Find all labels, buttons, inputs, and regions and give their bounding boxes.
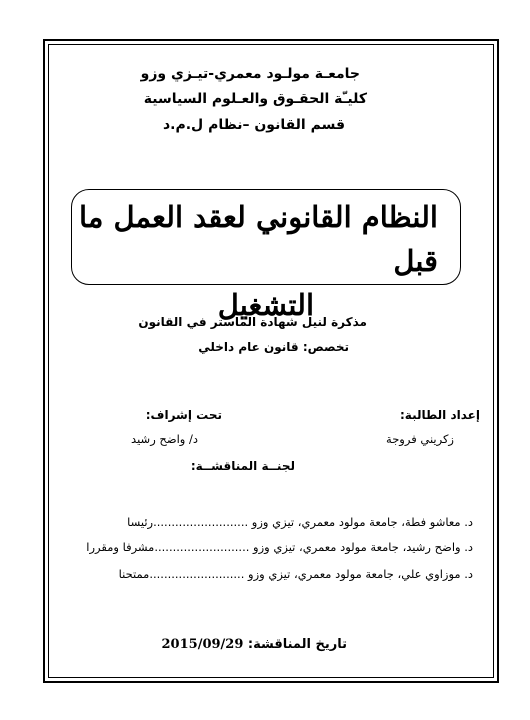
memo-purpose: مذكرة لنيل شهادة الماستر في القانون	[138, 315, 367, 329]
specialty	[198, 340, 349, 354]
page-border-inner	[48, 44, 494, 678]
committee-member: د. موزاوي علي، جامعة مولود معمري، تيزي وزو ..........................ممتحنا	[118, 567, 473, 581]
student-name: زكريني فروجة	[386, 432, 454, 446]
faculty-name: كليـّة الحقـوق والعـلوم السياسية	[143, 91, 367, 107]
defense-date	[162, 637, 347, 652]
prepared-by-label: إعداد الطالبة:	[400, 408, 480, 422]
specialty-label: تخصص:	[302, 340, 349, 354]
committee-label: لجنــة المناقشــة:	[190, 459, 295, 473]
defense-date-value: 2015/09/29	[161, 637, 244, 652]
university-name: جامعـة مولـود معمري-تيـزي وزو	[140, 66, 360, 82]
department-name: قسم القانون –نظام ل.م.د	[162, 117, 345, 133]
committee-member: د. معاشو فطة، جامعة مولود معمري، تيزي وزو ..........................رئيسا	[127, 515, 473, 529]
thesis-title-line1: النظام القانوني لعقد العمل ما قبل	[78, 200, 438, 278]
supervisor-name: د/ واضح رشيد	[131, 432, 198, 446]
supervision-label: تحت إشراف:	[145, 408, 222, 422]
defense-date-label: تاريخ المناقشة:	[247, 637, 347, 652]
specialty-value: قانون عام داخلي	[198, 340, 299, 354]
committee-member: د. واضح رشيد، جامعة مولود معمري، تيزي وزو ..........................مشرفا ومقررا	[86, 540, 473, 554]
thesis-title-line2: التشغيل	[217, 288, 314, 322]
